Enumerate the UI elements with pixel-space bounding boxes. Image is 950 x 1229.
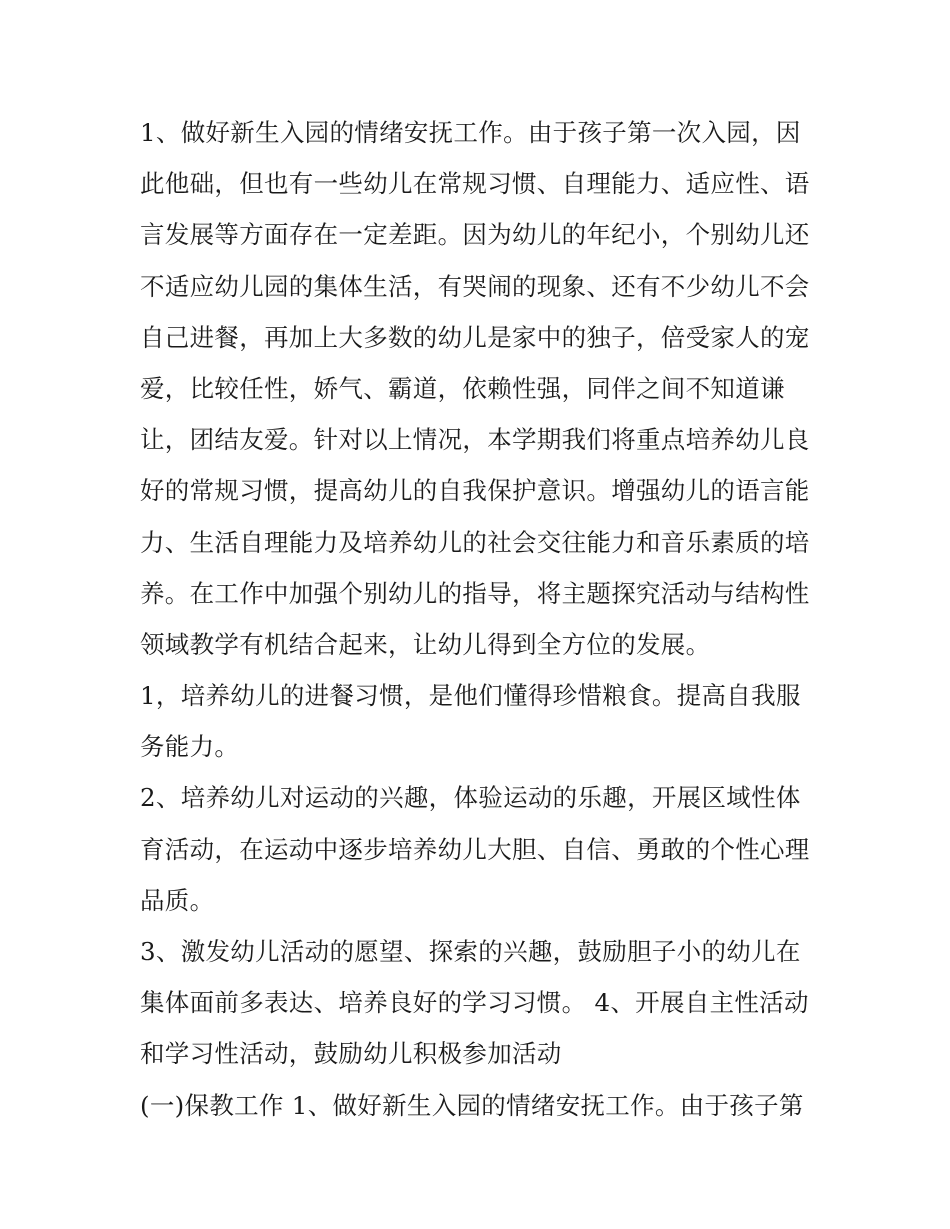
text-line: 集体面前多表达、培养良好的学习习惯。 4、开展自主性活动 [140, 988, 809, 1018]
text-line: 让，团结友爱。针对以上情况，本学期我们将重点培养幼儿良 [140, 425, 810, 455]
text-line: 自己进餐，再加上大多数的幼儿是家中的独子，倍受家人的宠 [140, 322, 810, 352]
text-line: 不适应幼儿园的集体生活，有哭闹的现象、还有不少幼儿不会 [140, 271, 810, 301]
text-line: 爱，比较任性，娇气、霸道，依赖性强，同伴之间不知道谦 [140, 373, 785, 403]
text-line: 品质。 [140, 885, 215, 915]
text-line: 此他础，但也有一些幼儿在常规习惯、自理能力、适应性、语 [140, 169, 810, 199]
text-line: 言发展等方面存在一定差距。因为幼儿的年纪小，个别幼儿还 [140, 220, 810, 250]
text-line: 务能力。 [140, 732, 240, 762]
text-line: 力、生活自理能力及培养幼儿的社会交往能力和音乐素质的培 [140, 527, 810, 557]
text-line: 育活动，在运动中逐步培养幼儿大胆、自信、勇敢的个性心理 [140, 834, 810, 864]
document-body [140, 107, 820, 1131]
text-line: 养。在工作中加强个别幼儿的指导，将主题探究活动与结构性 [140, 578, 810, 608]
text-line: 好的常规习惯，提高幼儿的自我保护意识。增强幼儿的语言能 [140, 476, 810, 506]
text-line: 3、激发幼儿活动的愿望、探索的兴趣，鼓励胆子小的幼儿在 [140, 937, 801, 966]
text-line: 2、培养幼儿对运动的兴趣，体验运动的乐趣，开展区域性体 [140, 783, 801, 813]
text-line: 1、做好新生入园的情绪安抚工作。由于孩子第一次入园，因 [140, 118, 801, 147]
text-line: 1，培养幼儿的进餐习惯，是他们懂得珍惜粮食。提高自我服 [140, 681, 801, 711]
text-line: 领域教学有机结合起来，让幼儿得到全方位的发展。 [140, 629, 711, 659]
text-line: (一)保教工作 1、做好新生入园的情绪安抚工作。由于孩子第 [140, 1090, 804, 1120]
text-line: 和学习性活动，鼓励幼儿积极参加活动 [140, 1039, 562, 1069]
